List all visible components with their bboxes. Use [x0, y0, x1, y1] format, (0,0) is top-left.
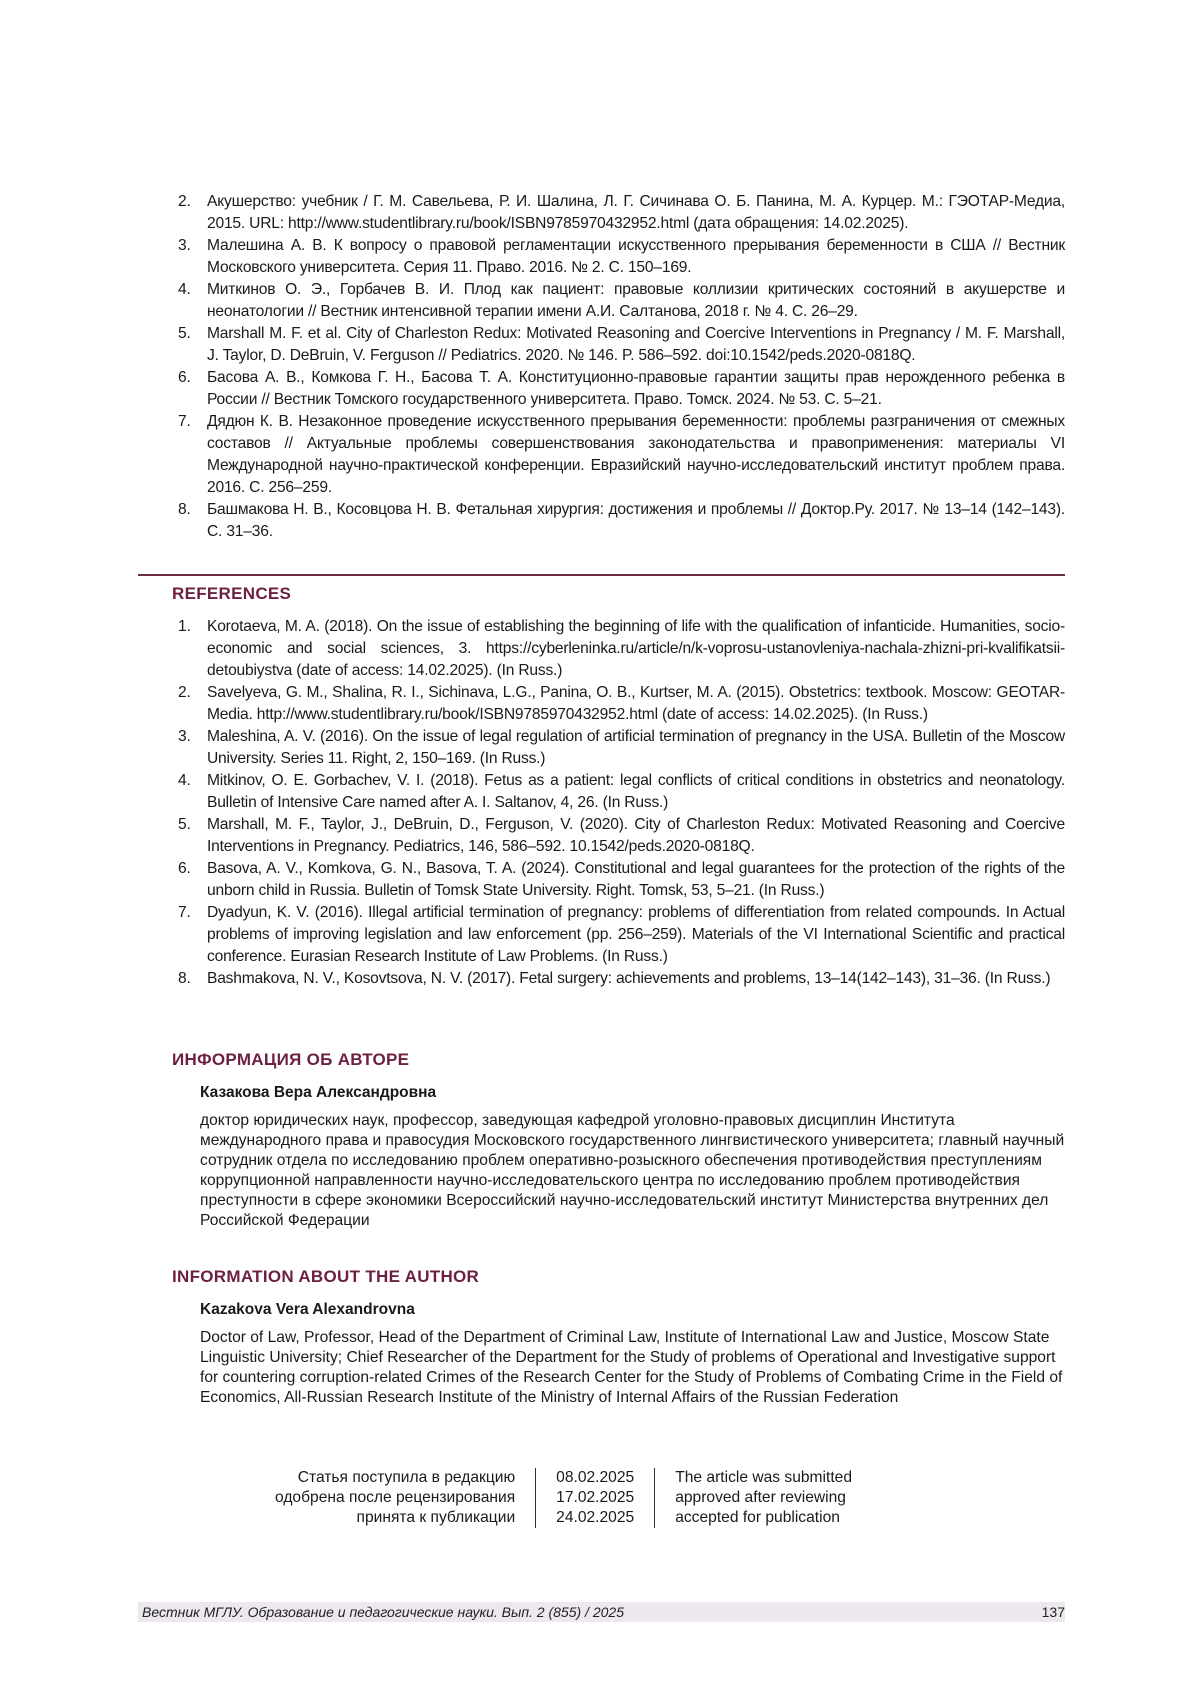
ref-number: 8.	[178, 499, 191, 521]
list-item	[170, 814, 1065, 858]
date-label-ru: одобрена после рецензирования	[255, 1488, 536, 1508]
ref-text: Basova, A. V., Komkova, G. N., Basova, T. A. (2024). Constitutional and legal guarantees for the protection of the rights of the unborn child in Russia. Bulletin of Tomsk State University. Right. Tomsk, 53, 5–21. (In Russ.)	[207, 860, 1065, 899]
author-name-en: Kazakova Vera Alexandrovna	[200, 1301, 415, 1319]
journal-title: Вестник МГЛУ. Образование и педагогические науки. Вып. 2 (855) / 2025	[142, 1602, 624, 1622]
ref-number: 1.	[178, 616, 191, 638]
ref-text: Малешина А. В. К вопросу о правовой регламентации искусственного прерывания беременности в США // Вестник Московского университета. Серия 11. Право. 2016. № 2. С. 150–169.	[207, 237, 1065, 276]
list-item	[170, 235, 1065, 279]
ref-number: 2.	[178, 191, 191, 213]
list-item	[170, 411, 1065, 499]
table-row	[255, 1488, 872, 1508]
list-item	[170, 279, 1065, 323]
ref-number: 7.	[178, 902, 191, 924]
ref-text: Башмакова Н. В., Косовцова Н. В. Фетальная хирургия: достижения и проблемы // Доктор.Ру. 2017. № 13–14 (142–143). С. 31–36.	[207, 501, 1065, 540]
ref-text: Mitkinov, O. E. Gorbachev, V. I. (2018). Fetus as a patient: legal conflicts of critical conditions in obstetrics and neonatology. Bulletin of Intensive Care named after A. I. Saltanov, 4, 26. (In Russ.)	[207, 772, 1065, 811]
ref-text: Акушерство: учебник / Г. М. Савельева, Р. И. Шалина, Л. Г. Сичинава О. Б. Панина, М. А. Курцер. М.: ГЭОТАР-Медиа, 2015. URL: http://www.studentlibrary.ru/book/ISBN9785970432952.html (дата обращения: 14.02.2025).	[207, 193, 1065, 232]
date-label-ru: Статья поступила в редакцию	[255, 1468, 536, 1488]
ref-number: 6.	[178, 858, 191, 880]
list-item	[170, 770, 1065, 814]
page-number: 137	[1042, 1602, 1065, 1622]
date-value: 17.02.2025	[536, 1488, 655, 1508]
ref-number: 4.	[178, 279, 191, 301]
list-item	[170, 858, 1065, 902]
ref-text: Marshall M. F. et al. City of Charleston Redux: Motivated Reasoning and Coercive Interventions in Pregnancy / M. F. Marshall, J. Taylor, D. DeBruin, V. Ferguson // Pediatrics. 2020. № 146. P. 586–592. doi:10.1542/peds.2020-0818Q.	[207, 325, 1065, 364]
list-item	[170, 616, 1065, 682]
ref-text: Korotaeva, M. A. (2018). On the issue of establishing the beginning of life with the qualification of infanticide. Humanities, socio-economic and social sciences, 3. https://cyberleninka.ru/article/n/k-voprosu-ustanovleniya-nachala-zhizni-pri-kvalifikatsii-detoubiystva (date of access: 14.02.2025). (In Russ.)	[207, 618, 1065, 679]
list-item	[170, 499, 1065, 543]
publication-dates-table	[255, 1468, 872, 1528]
date-value: 08.02.2025	[536, 1468, 655, 1488]
ref-text: Дядюн К. В. Незаконное проведение искусственного прерывания беременности: проблемы разграничения от смежных составов // Актуальные проблемы совершенствования законодательства и правоприменения: материалы VI Международной научно-практической конференции. Евразийский научно-исследовательский институт проблем права. 2016. С. 256–259.	[207, 413, 1065, 496]
list-item	[170, 726, 1065, 770]
ref-number: 6.	[178, 367, 191, 389]
date-label-en: approved after reviewing	[655, 1488, 872, 1508]
section-divider	[138, 574, 1065, 576]
ref-text: Maleshina, A. V. (2016). On the issue of legal regulation of artificial termination of pregnancy in the USA. Bulletin of the Moscow University. Series 11. Right, 2, 150–169. (In Russ.)	[207, 728, 1065, 767]
russian-references	[170, 191, 1065, 543]
author-description-en: Doctor of Law, Professor, Head of the Department of Criminal Law, Institute of International Law and Justice, Moscow State Linguistic University; Chief Researcher of the Department for the Study of problems of Operational and Investigative support for countering corruption-related Crimes of the Research Center for the Study of Problems of Combating Crime in the Field of Economics, All-Russian Research Institute of the Ministry of Internal Affairs of the Russian Federation	[200, 1328, 1070, 1408]
table-row	[255, 1468, 872, 1488]
ref-number: 3.	[178, 726, 191, 748]
author-description-ru: доктор юридических наук, профессор, заведующая кафедрой уголовно-правовых дисциплин Института международного права и правосудия Московского государственного лингвистического университета; главный научный сотрудник отдела по исследованию проблем оперативно-розыскного обеспечения противодействия преступлениям коррупционной направленности научно-исследовательского центра по исследованию проблем противодействия преступности в сфере экономики Всероссийский научно-исследовательский институт Министерства внутренних дел Российской Федерации	[200, 1111, 1070, 1231]
list-item	[170, 902, 1065, 968]
ref-text: Dyadyun, K. V. (2016). Illegal artificial termination of pregnancy: problems of differentiation from related compounds. In Actual problems of improving legislation and law enforcement (pp. 256–259). Materials of the VI International Scientific and practical conference. Eurasian Research Institute of Law Problems. (In Russ.)	[207, 904, 1065, 965]
ref-number: 2.	[178, 682, 191, 704]
author-name-ru: Казакова Вера Александровна	[200, 1084, 436, 1102]
ref-text: Marshall, M. F., Taylor, J., DeBruin, D., Ferguson, V. (2020). City of Charleston Redux: Motivated Reasoning and Coercive Interventions in Pregnancy. Pediatrics, 146, 586–592. 10.1542/peds.2020-0818Q.	[207, 816, 1065, 855]
date-label-en: accepted for publication	[655, 1508, 872, 1528]
ref-text: Savelyeva, G. M., Shalina, R. I., Sichinava, L.G., Panina, O. B., Kurtser, M. A. (2015). Obstetrics: textbook. Moscow: GEOTAR-Media. http://www.studentlibrary.ru/book/ISBN9785970432952.html (date of access: 14.02.2025). (In Russ.)	[207, 684, 1065, 723]
ref-text: Басова А. В., Комкова Г. Н., Басова Т. А. Конституционно-правовые гарантии защиты прав нерожденного ребенка в России // Вестник Томского государственного университета. Право. Томск. 2024. № 53. С. 5–21.	[207, 369, 1065, 408]
ref-number: 7.	[178, 411, 191, 433]
page-footer	[138, 1602, 1065, 1622]
list-item	[170, 191, 1065, 235]
date-value: 24.02.2025	[536, 1508, 655, 1528]
table-row	[255, 1508, 872, 1528]
ref-number: 8.	[178, 968, 191, 990]
date-label-ru: принята к публикации	[255, 1508, 536, 1528]
english-references	[170, 616, 1065, 990]
author-info-heading-en: INFORMATION ABOUT THE AUTHOR	[172, 1267, 479, 1287]
ref-number: 5.	[178, 323, 191, 345]
ref-text: Миткинов О. Э., Горбачев В. И. Плод как пациент: правовые коллизии критических состояний в акушерстве и неонатологии // Вестник интенсивной терапии имени А.И. Салтанова, 2018 г. № 4. С. 26–29.	[207, 281, 1065, 320]
list-item	[170, 968, 1065, 990]
ref-number: 4.	[178, 770, 191, 792]
list-item	[170, 682, 1065, 726]
ref-number: 3.	[178, 235, 191, 257]
ref-number: 5.	[178, 814, 191, 836]
references-heading: REFERENCES	[172, 584, 291, 604]
list-item	[170, 367, 1065, 411]
list-item	[170, 323, 1065, 367]
author-info-heading-ru: ИНФОРМАЦИЯ ОБ АВТОРЕ	[172, 1050, 409, 1070]
date-label-en: The article was submitted	[655, 1468, 872, 1488]
ref-text: Bashmakova, N. V., Kosovtsova, N. V. (2017). Fetal surgery: achievements and problems, 13–14(142–143), 31–36. (In Russ.)	[207, 970, 1050, 987]
